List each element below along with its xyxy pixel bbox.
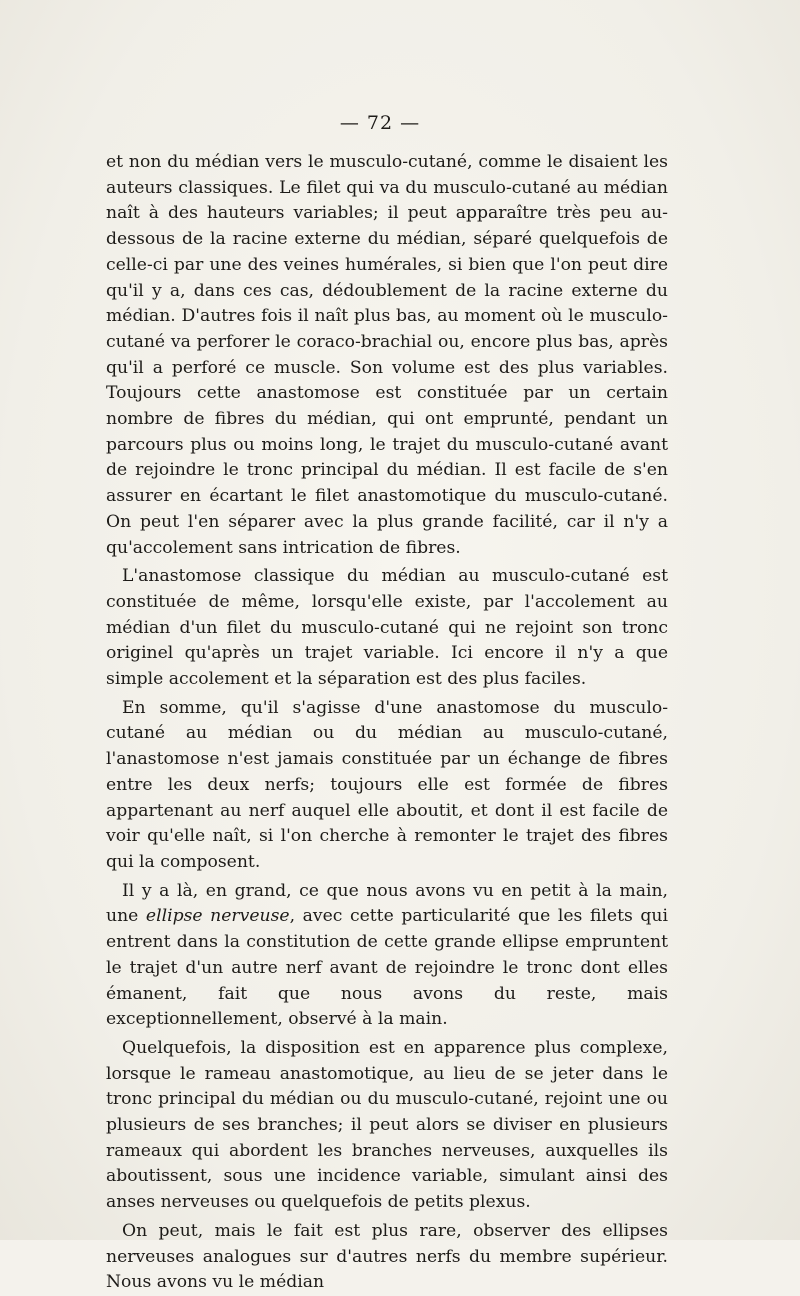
page-number: — 72 — xyxy=(339,112,421,134)
paragraph-1 xyxy=(106,150,668,561)
paragraph-6 xyxy=(106,1219,668,1296)
text-segment: Il y a là, en grand, ce que nous avons vu en petit à la main, une xyxy=(106,880,668,927)
paragraph-2 xyxy=(106,564,668,693)
text-segment: et non du médian vers le musculo-cutané, comme le disaient les auteurs classiques. Le filet qui va du musculo-cutané au médian naît à des hauteurs variables; il peut apparaître très peu au-dessous de la racine externe du médian, séparé quelquefois de celle-ci par une des veines humérales, si bien que l'on peut dire qu'il y a, dans ces cas, dédoublement de la racine externe du médian. D'autres fois il naît plus bas, au moment où le musculo-cutané va perforer le coraco-brachial ou, encore plus bas, après qu'il a perforé ce muscle. Son volume est des plus variables. Toujours cette anastomose est constituée par un certain nombre de fibres du médian, qui ont emprunté, pendant un parcours plus ou moins long, le trajet du musculo-cutané avant de rejoindre le tronc principal du médian. Il est facile de s'en assurer en écartant le filet anastomotique du musculo-cutané. On peut l'en séparer avec la plus grande facilité, car il n'y a qu'accolement sans intrication de fibres. xyxy=(106,152,668,558)
text-segment: En somme, qu'il s'agisse d'une anastomose du musculo-cutané au médian ou du médian au musculo-cutané, l'anastomose n'est jamais constituée par un échange de fibres entre les deux nerfs; toujours elle est formée de fibres appartenant au nerf auquel elle aboutit, et dont il est facile de voir qu'elle naît, si l'on cherche à remonter le trajet des fibres qui la composent. xyxy=(106,697,668,872)
text-segment: L'anastomose classique du médian au musculo-cutané est constituée de même, lorsqu'elle existe, par l'accolement au médian d'un filet du musculo-cutané qui ne rejoint son tronc originel qu'après un trajet variable. Ici encore il n'y a que simple accolement et la séparation est des plus faciles. xyxy=(106,566,668,690)
text-segment: On peut, mais le fait est plus rare, observer des ellipses nerveuses analogues sur d'autres nerfs du membre supérieur. Nous avons vu le médian xyxy=(106,1220,668,1293)
paragraph-5 xyxy=(106,1036,668,1216)
italic-term: ellipse nerveuse xyxy=(145,906,290,927)
text-segment: Quelquefois, la disposition est en apparence plus complexe, lorsque le rameau anastomotique, au lieu de se jeter dans le tronc principal du médian ou du musculo-cutané, rejoint une ou plusieurs de ses branches; il peut alors se diviser en plusieurs rameaux qui abordent les branches nerveuses, auxquelles ils aboutissent, sous une incidence variable, simulant ainsi des anses nerveuses ou quelquefois de petits plexus. xyxy=(106,1037,668,1213)
body-text xyxy=(106,150,668,1296)
paragraph-3 xyxy=(106,696,668,876)
paragraph-4 xyxy=(106,879,668,1033)
text-segment: , avec cette particularité que les filets qui entrent dans la constitution de cette grande ellipse empruntent le trajet d'un autre nerf avant de rejoindre le tronc dont elles émanent, fait que nous avons du reste, mais exceptionnellement, observé à la main. xyxy=(106,906,668,1030)
